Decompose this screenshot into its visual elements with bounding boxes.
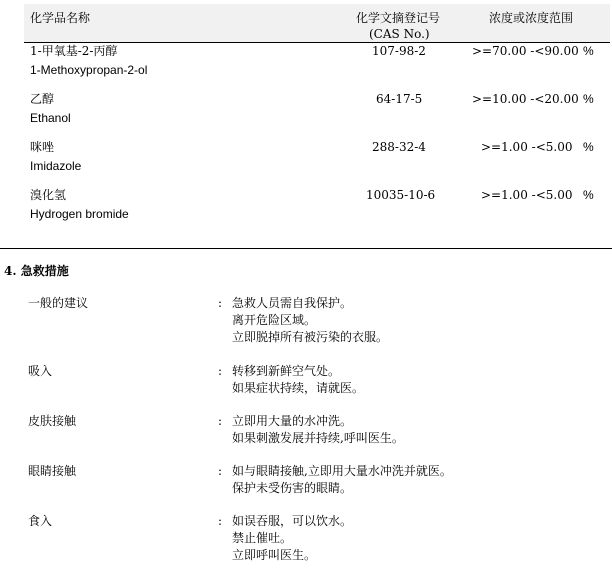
concentration-value: >=70.00 -<90.00 <box>472 44 579 58</box>
header-chemical-name: 化学品名称 <box>30 11 91 25</box>
chemical-name-en: Hydrogen bromide <box>30 207 129 221</box>
item-line: 转移到新鲜空气处。 <box>232 364 341 378</box>
item-label: 眼睛接触 <box>28 464 77 478</box>
item-line: 禁止催吐。 <box>232 531 293 545</box>
item-line: 如果症状持续，请就医。 <box>232 381 365 395</box>
cas-value: 10035-10-6 <box>366 188 436 202</box>
colon-separator: : <box>218 296 223 310</box>
item-line: 立即用大量的水冲洗。 <box>232 414 353 428</box>
header-cas-abbrev: (CAS No.) <box>369 27 430 41</box>
item-label: 一般的建议 <box>28 296 89 310</box>
percent-unit: % <box>583 140 594 154</box>
item-line: 急救人员需自我保护。 <box>232 296 353 310</box>
chemical-name-en: 1-Methoxypropan-2-ol <box>30 63 148 77</box>
item-label: 皮肤接触 <box>28 414 77 428</box>
concentration-value: >=10.00 -<20.00 <box>472 92 579 106</box>
cas-value: 288-32-4 <box>372 140 426 154</box>
chemical-name-zh: 1-甲氧基-2-丙醇 <box>30 44 118 58</box>
concentration-value: >=1.00 -<5.00 <box>481 188 573 202</box>
item-line: 如误吞服，可以饮水。 <box>232 514 353 528</box>
item-line: 如与眼睛接触,立即用大量水冲洗并就医。 <box>232 464 452 478</box>
item-line: 离开危险区域。 <box>232 313 317 327</box>
colon-separator: : <box>218 364 223 378</box>
chemical-name-en: Imidazole <box>30 159 82 173</box>
chemical-name-zh: 溴化氢 <box>30 188 67 202</box>
item-label: 吸入 <box>28 364 53 378</box>
header-concentration: 浓度或浓度范围 <box>489 11 574 25</box>
table-header-divider <box>24 42 610 43</box>
section-divider <box>0 248 612 249</box>
header-cas-number: 化学文摘登记号 <box>356 11 441 25</box>
item-line: 立即脱掉所有被污染的衣服。 <box>232 330 389 344</box>
item-line: 立即呼叫医生。 <box>232 548 317 562</box>
item-label: 食入 <box>28 514 53 528</box>
section-heading: 4. 急救措施 <box>4 264 69 278</box>
colon-separator: : <box>218 414 223 428</box>
colon-separator: : <box>218 464 223 478</box>
percent-unit: % <box>583 92 594 106</box>
item-line: 如果刺激发展并持续,呼叫医生。 <box>232 431 404 445</box>
colon-separator: : <box>218 514 223 528</box>
cas-value: 64-17-5 <box>376 92 423 106</box>
chemical-name-zh: 咪唑 <box>30 140 55 154</box>
chemical-name-zh: 乙醇 <box>30 92 55 106</box>
item-line: 保护未受伤害的眼睛。 <box>232 481 353 495</box>
concentration-value: >=1.00 -<5.00 <box>481 140 573 154</box>
percent-unit: % <box>583 188 594 202</box>
cas-value: 107-98-2 <box>372 44 426 58</box>
percent-unit: % <box>583 44 594 58</box>
chemical-name-en: Ethanol <box>30 111 71 125</box>
